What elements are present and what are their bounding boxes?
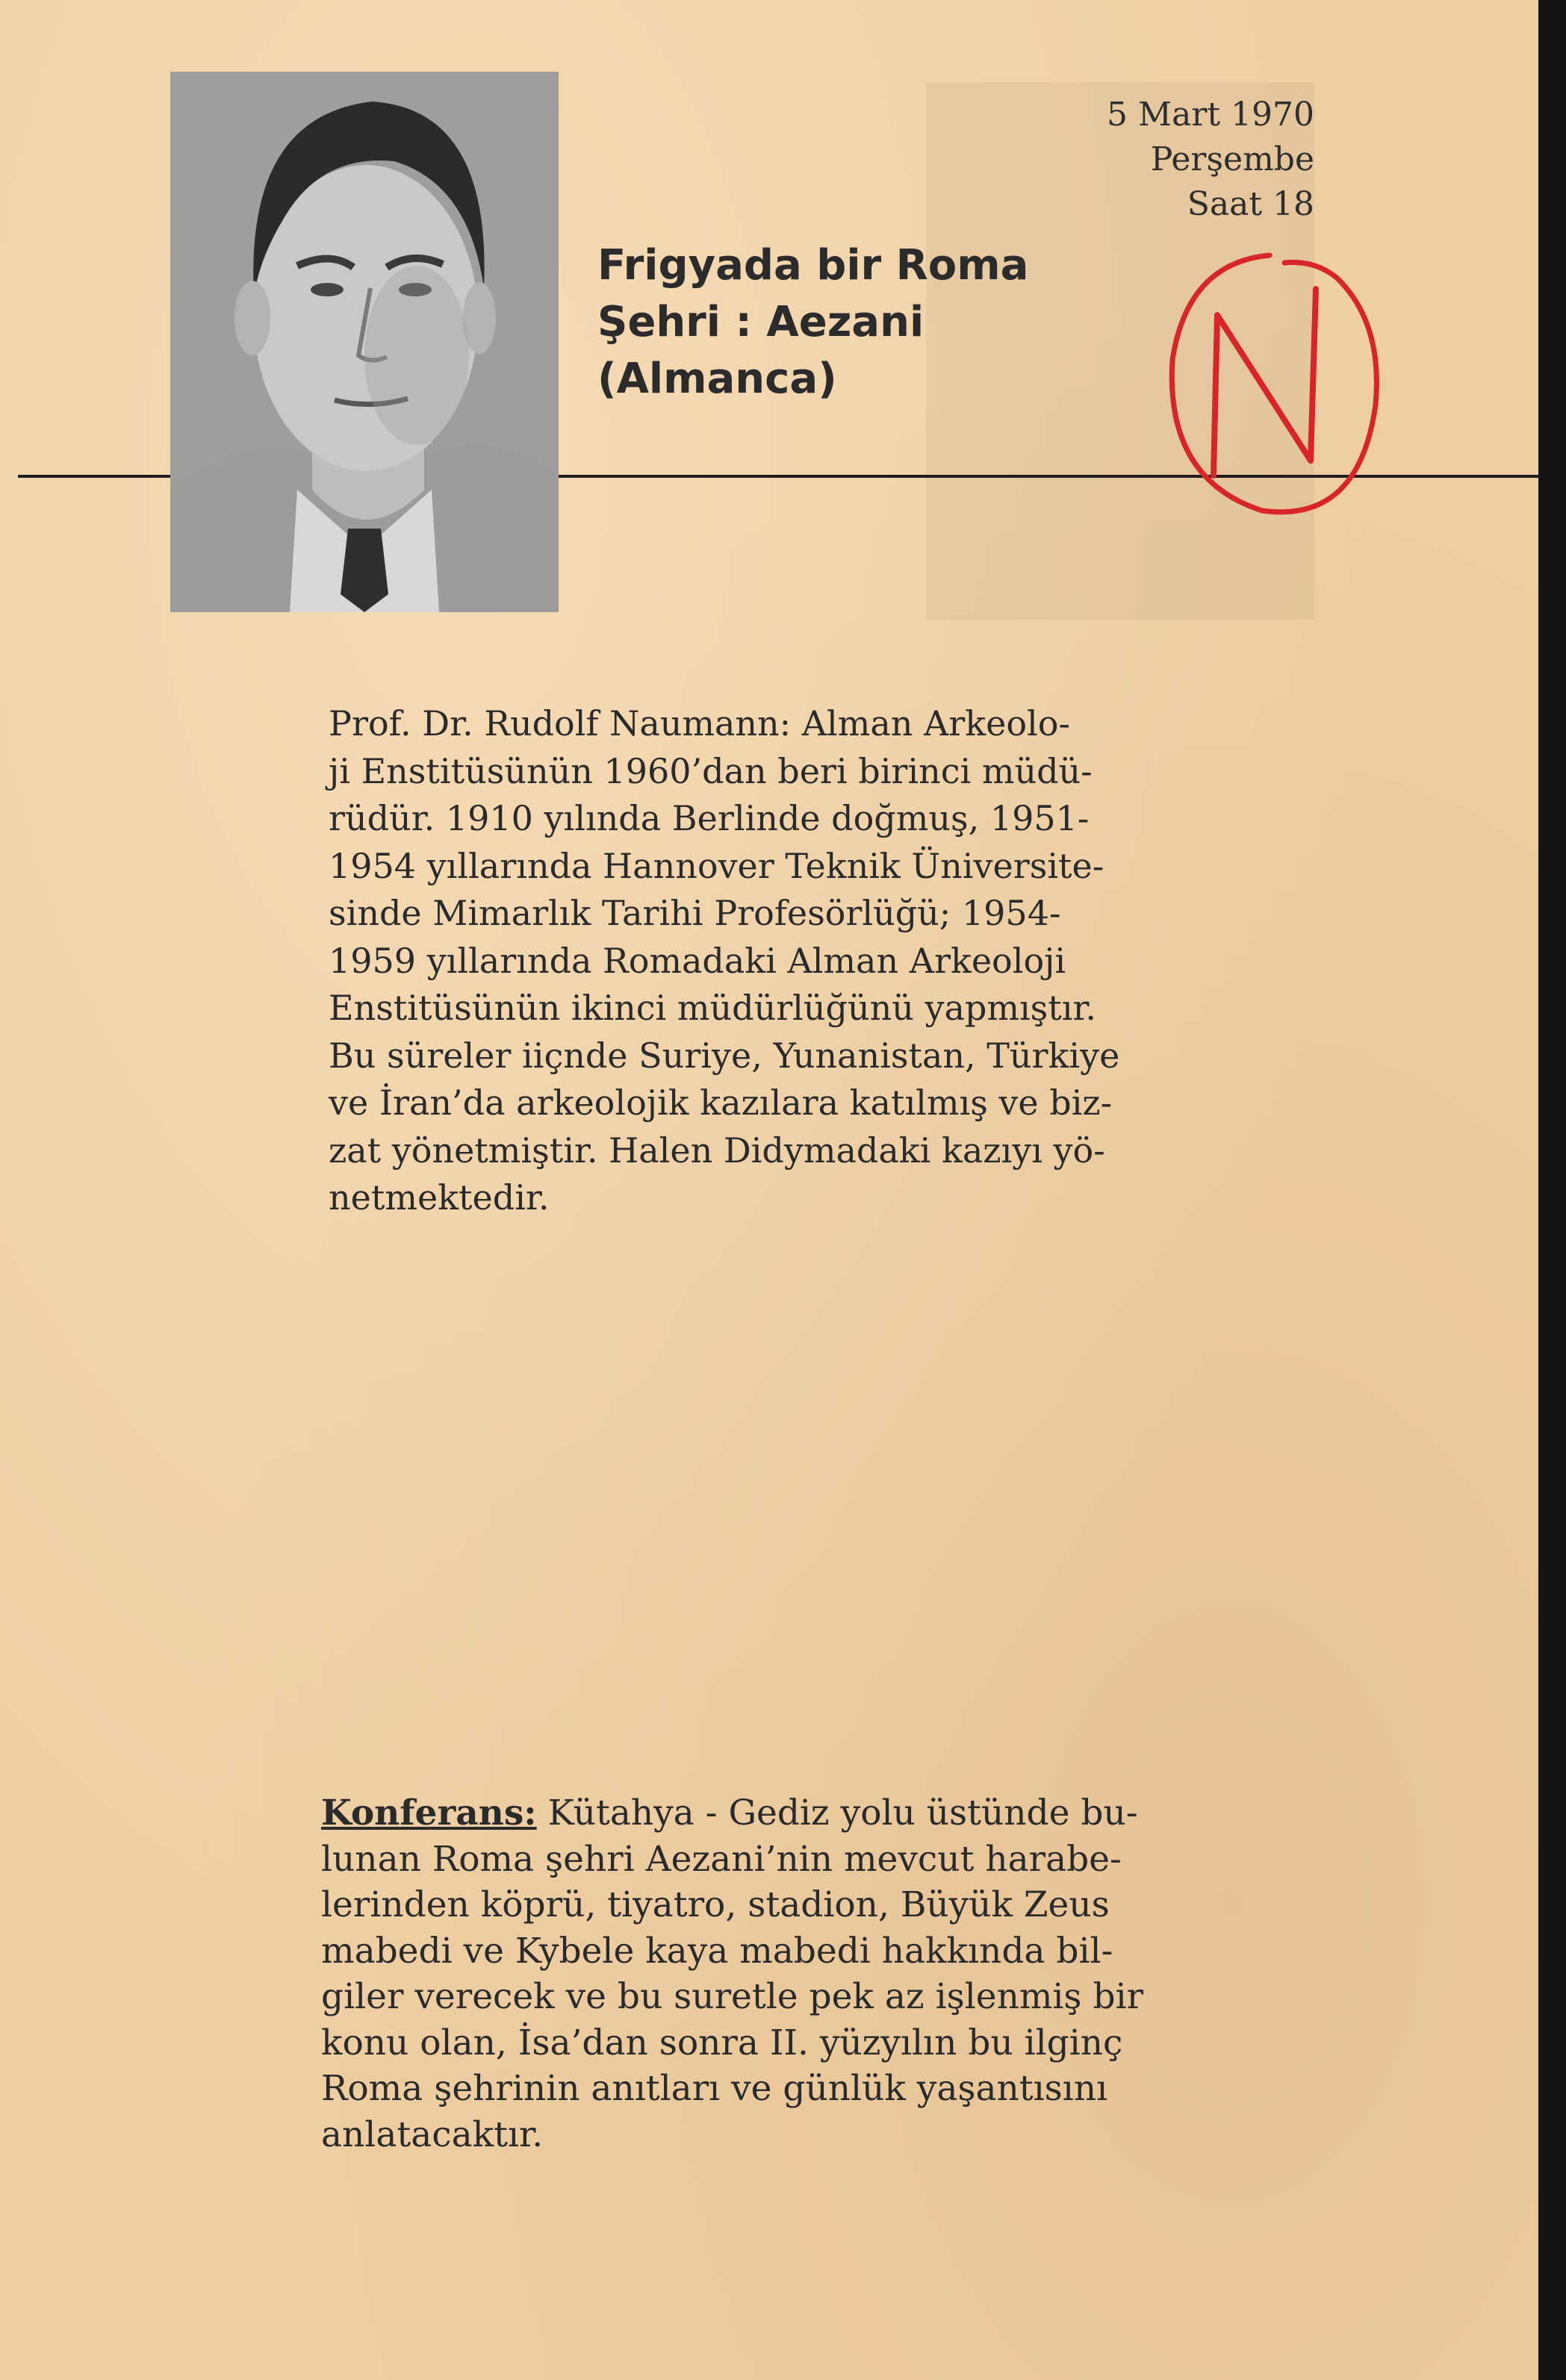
bio-line: 1959 yıllarında Romadaki Alman Arkeoloji <box>329 940 1066 981</box>
lecture-title <box>597 237 1028 408</box>
title-line-2: Şehri : Aezani <box>597 298 925 346</box>
bio-line: 1954 yıllarında Hannover Teknik Üniversite- <box>329 845 1104 886</box>
conference-line: lerinden köprü, tiyatro, stadion, Büyük Zeus <box>321 1884 1110 1925</box>
bio-line: Prof. Dr. Rudolf Naumann: Alman Arkeolo- <box>329 703 1070 744</box>
bio-line: sinde Mimarlık Tarihi Profesörlüğü; 1954- <box>329 893 1061 933</box>
event-date-block <box>1107 93 1314 227</box>
divider-rule-right <box>559 475 1538 478</box>
conference-description <box>321 1790 1284 2158</box>
title-line-1: Frigyada bir Roma <box>597 241 1029 290</box>
handwritten-n-circle-mark <box>1143 233 1389 532</box>
conference-line: mabedi ve Kybele kaya mabedi hakkında bil- <box>321 1930 1113 1972</box>
bio-line: zat yönetmiştir. Halen Didymadaki kazıyı yö- <box>329 1130 1105 1171</box>
conference-line: anlatacaktır. <box>321 2113 544 2155</box>
conference-label: Konferans: <box>321 1792 537 1834</box>
portrait-photo <box>170 72 559 612</box>
conference-first-line-text: Kütahya - Gediz yolu üstünde bu- <box>536 1792 1138 1834</box>
bio-line: rüdür. 1910 yılında Berlinde doğmuş, 1951- <box>329 798 1090 838</box>
conference-first-line <box>321 1790 1284 1837</box>
divider-rule-left <box>18 475 170 478</box>
conference-line: lunan Roma şehri Aezani’nin mevcut harabe- <box>321 1838 1122 1880</box>
bio-line: Bu süreler iiçnde Suriye, Yunanistan, Türkiye <box>329 1035 1120 1076</box>
n-mark-icon <box>1143 233 1389 532</box>
bio-line: Enstitüsünün ikinci müdürlüğünü yapmıştır. <box>329 988 1097 1028</box>
event-date: 5 Mart 1970 <box>1107 96 1314 134</box>
bio-line: netmektedir. <box>329 1177 550 1218</box>
bio-line: ji Enstitüsünün 1960’dan beri birinci müdü- <box>329 750 1093 791</box>
bio-line: ve İran’da arkeolojik kazılara katılmış ve biz- <box>329 1082 1113 1123</box>
portrait-illustration <box>170 72 559 612</box>
conference-line: Roma şehrinin anıtları ve günlük yaşantısını <box>321 2068 1108 2109</box>
conference-line: konu olan, İsa’dan sonra II. yüzyılın bu ilginç <box>321 2022 1123 2063</box>
event-time: Saat 18 <box>1187 185 1314 223</box>
speaker-biography <box>329 700 1284 1222</box>
title-line-3: (Almanca) <box>597 355 837 403</box>
conference-line: giler verecek ve bu suretle pek az işlenmiş bir <box>321 1976 1144 2017</box>
event-day: Perşembe <box>1150 140 1314 178</box>
